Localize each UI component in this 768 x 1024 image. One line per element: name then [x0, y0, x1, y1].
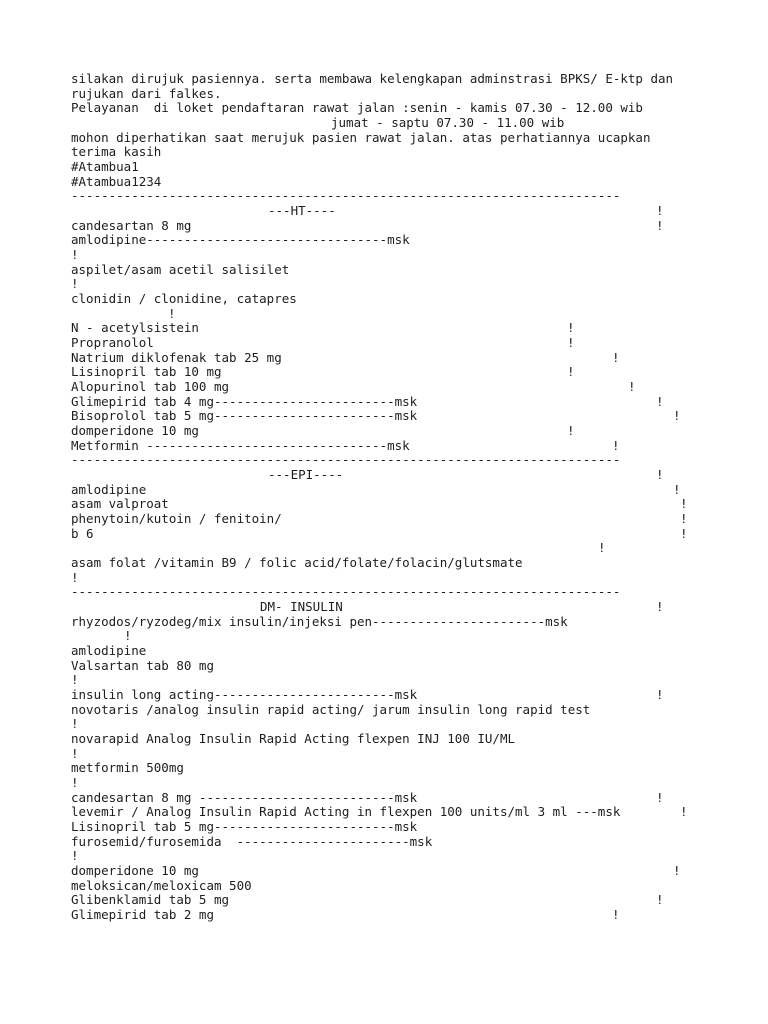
dm-item: metformin 500mg	[71, 760, 184, 775]
dm-item: Glimepirid tab 2 mg	[71, 907, 214, 922]
dm-item: candesartan 8 mg --------------------------msk	[71, 790, 418, 805]
bang-mark: !	[567, 320, 575, 335]
bang-mark: !	[124, 628, 132, 643]
epi-item: phenytoin/kutoin / fenitoin/	[71, 511, 282, 526]
bang-mark: !	[628, 379, 636, 394]
dm-item: novotaris /analog insulin rapid acting/ jarum insulin long rapid test	[71, 702, 591, 717]
ht-item: Bisoprolol tab 5 mg------------------------msk	[71, 408, 418, 423]
bang-mark: !	[656, 790, 664, 805]
dm-item: novarapid Analog Insulin Rapid Acting flexpen INJ 100 IU/ML	[71, 731, 516, 746]
bang-mark: !	[656, 203, 664, 218]
dm-item: amlodipine	[71, 643, 147, 658]
section-heading-ht: ---HT----	[268, 203, 336, 218]
ht-item: candesartan 8 mg	[71, 218, 192, 233]
bang-mark: !	[168, 306, 176, 321]
ht-item: amlodipine--------------------------------msk	[71, 232, 410, 247]
bang-mark: !	[71, 672, 79, 687]
bang-mark: !	[680, 511, 688, 526]
bang-mark: !	[71, 746, 79, 761]
bang-mark: !	[680, 526, 688, 541]
ht-item: Natrium diklofenak tab 25 mg	[71, 350, 282, 365]
bang-mark: !	[612, 907, 620, 922]
intro-line-1: silakan dirujuk pasiennya. serta membawa kelengkapan adminstrasi BPKS/ E-ktp dan	[71, 71, 674, 86]
intro-line-5: mohon diperhatikan saat merujuk pasien rawat jalan. atas perhatiannya ucapkan	[71, 130, 651, 145]
bang-mark: !	[656, 599, 664, 614]
hashtag-2: #Atambua1234	[71, 174, 162, 189]
dm-item: domperidone 10 mg	[71, 863, 199, 878]
intro-line-3: Pelayanan di loket pendaftaran rawat jalan :senin - kamis 07.30 - 12.00 wib	[71, 100, 643, 115]
divider-3: -------------------------------------------------------------------------	[71, 584, 621, 599]
bang-mark: !	[656, 467, 664, 482]
bang-mark: !	[567, 364, 575, 379]
bang-mark: !	[673, 482, 681, 497]
dm-item: Lisinopril tab 5 mg------------------------msk	[71, 819, 418, 834]
ht-item: N - acetylsistein	[71, 320, 199, 335]
dm-item: rhyzodos/ryzodeg/mix insulin/injeksi pen-----------------------msk	[71, 614, 568, 629]
hashtag-1: #Atambua1	[71, 159, 139, 174]
ht-item: Glimepirid tab 4 mg------------------------msk	[71, 394, 418, 409]
epi-item: b 6	[71, 526, 94, 541]
bang-mark: !	[656, 394, 664, 409]
divider-1: -------------------------------------------------------------------------	[71, 188, 621, 203]
intro-line-2: rujukan dari falkes.	[71, 86, 222, 101]
bang-mark: !	[71, 276, 79, 291]
epi-item: asam folat /vitamin B9 / folic acid/folate/folacin/glutsmate	[71, 555, 523, 570]
bang-mark: !	[612, 350, 620, 365]
dm-item: furosemid/furosemida -----------------------msk	[71, 834, 433, 849]
epi-item: asam valproat	[71, 496, 169, 511]
bang-mark: !	[71, 716, 79, 731]
section-heading-epi: ---EPI----	[268, 467, 344, 482]
dm-item: Glibenklamid tab 5 mg	[71, 892, 230, 907]
bang-mark: !	[673, 863, 681, 878]
intro-line-6: terima kasih	[71, 144, 162, 159]
epi-item: amlodipine	[71, 482, 147, 497]
section-heading-dm-insulin: DM- INSULIN	[260, 599, 343, 614]
bang-mark: !	[656, 892, 664, 907]
bang-mark: !	[598, 540, 606, 555]
ht-item: clonidin / clonidine, catapres	[71, 291, 297, 306]
ht-item: Alopurinol tab 100 mg	[71, 379, 230, 394]
bang-mark: !	[612, 438, 620, 453]
bang-mark: !	[71, 848, 79, 863]
bang-mark: !	[71, 570, 79, 585]
bang-mark: !	[673, 408, 681, 423]
ht-item: Metformin --------------------------------msk	[71, 438, 410, 453]
bang-mark: !	[71, 247, 79, 262]
dm-item: meloksican/meloxicam 500	[71, 878, 252, 893]
dm-item: Valsartan tab 80 mg	[71, 658, 214, 673]
bang-mark: !	[656, 218, 664, 233]
ht-item: Propranolol	[71, 335, 154, 350]
bang-mark: !	[656, 687, 664, 702]
bang-mark: !	[71, 775, 79, 790]
bang-mark: !	[567, 335, 575, 350]
dm-item: levemir / Analog Insulin Rapid Acting in flexpen 100 units/ml 3 ml ---msk	[71, 804, 621, 819]
intro-line-4: jumat - saptu 07.30 - 11.00 wib	[331, 115, 565, 130]
ht-item: aspilet/asam acetil salisilet	[71, 262, 290, 277]
dm-item: insulin long acting------------------------msk	[71, 687, 418, 702]
bang-mark: !	[680, 496, 688, 511]
divider-2: -------------------------------------------------------------------------	[71, 452, 621, 467]
ht-item: Lisinopril tab 10 mg	[71, 364, 222, 379]
ht-item: domperidone 10 mg	[71, 423, 199, 438]
bang-mark: !	[567, 423, 575, 438]
bang-mark: !	[680, 804, 688, 819]
